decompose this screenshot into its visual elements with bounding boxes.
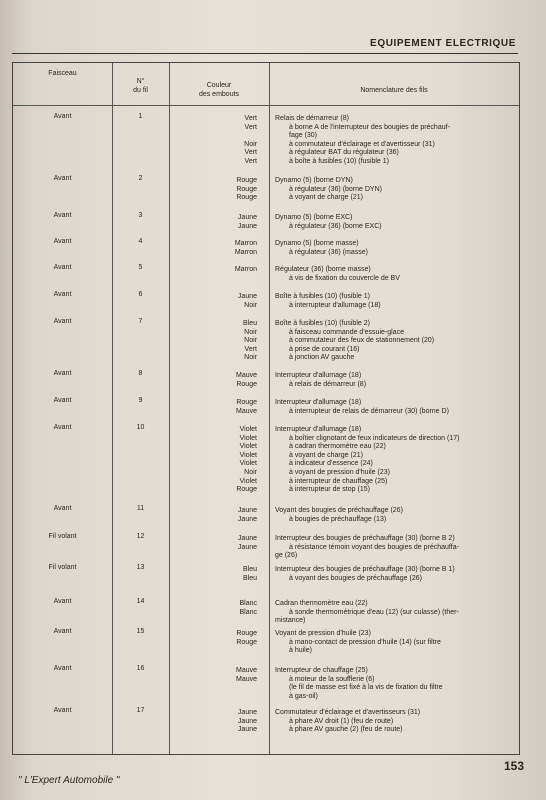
wire-origin: Cadran thermomètre eau (22) <box>275 600 368 607</box>
terminal-color: Rouge <box>236 399 257 406</box>
terminal-color: Jaune <box>237 535 257 542</box>
wire-destination: à bougies de préchauffage (13) <box>289 515 387 523</box>
wire-origin: Dynamo (5) (borne EXC) <box>275 214 353 221</box>
terminal-color: Rouge <box>236 194 257 202</box>
terminal-color: Blanc <box>239 600 257 607</box>
wire-destination: à relais de démarreur (8) <box>289 380 367 388</box>
wire-destination: fage (30) <box>289 132 318 140</box>
wire-destination: à voyant de pression d'huile (23) <box>289 468 390 476</box>
faisceau-cell: Avant <box>53 175 72 182</box>
terminal-color: Marron <box>234 266 257 273</box>
nomenclature-cell <box>275 667 519 701</box>
color-cell <box>169 399 269 416</box>
title-rule <box>12 53 518 54</box>
color-cell <box>169 600 269 617</box>
wire-origin: Boîte à fusibles (10) (fusible 1) <box>275 293 370 300</box>
terminal-color: Bleu <box>242 566 257 573</box>
wire-destination: à boîte à fusibles (10) (fusible 1) <box>289 157 389 165</box>
color-cell <box>169 630 269 647</box>
terminal-color: Jaune <box>237 214 257 221</box>
wire-destination: à régulateur (36) (borne EXC) <box>289 222 382 230</box>
terminal-color: Noir <box>244 140 257 148</box>
wire-destination: à jonction AV gauche <box>289 354 355 362</box>
page-number: 153 <box>503 759 524 773</box>
terminal-color: Mauve <box>235 675 257 683</box>
faisceau-cell: Avant <box>53 505 72 512</box>
column-divider <box>112 63 113 754</box>
wire-origin: Dynamo (5) (borne DYN) <box>275 177 353 184</box>
faisceau-cell: Avant <box>53 291 72 298</box>
header-no-fil <box>112 77 169 95</box>
header-nomenclature: Nomenclature des fils <box>360 87 428 94</box>
faisceau-cell: Avant <box>53 628 72 635</box>
wire-number-cell: 15 <box>136 628 145 635</box>
wire-destination: à huile) <box>289 647 312 655</box>
faisceau-cell: Avant <box>53 397 72 404</box>
header-rule <box>13 105 519 106</box>
nomenclature-cell <box>275 240 519 257</box>
terminal-color: Mauve <box>235 372 257 379</box>
color-cell <box>169 266 269 275</box>
wiring-table <box>12 62 520 755</box>
header-couleur <box>169 81 269 99</box>
nomenclature-cell <box>275 630 519 656</box>
terminal-color: Rouge <box>236 486 257 494</box>
faisceau-cell: Avant <box>53 318 72 325</box>
terminal-color: Rouge <box>236 177 257 184</box>
section-title: EQUIPEMENT ELECTRIQUE <box>370 38 516 49</box>
wire-origin: Commutateur d'éclairage et d'avertisseurs (31) <box>275 709 421 716</box>
terminal-color: Bleu <box>242 574 257 582</box>
color-cell <box>169 240 269 257</box>
wire-destination: à régulateur (36) (borne DYN) <box>289 185 382 193</box>
wire-number-cell: 5 <box>138 264 143 271</box>
nomenclature-cell <box>275 266 519 283</box>
wire-origin: Interrupteur de chauffage (25) <box>275 667 368 674</box>
terminal-color <box>169 132 269 141</box>
terminal-color: Violet <box>239 434 257 442</box>
terminal-color: Noir <box>244 337 257 345</box>
wire-number-cell: 11 <box>136 505 145 512</box>
terminal-color: Jaune <box>237 543 257 551</box>
color-cell <box>169 535 269 552</box>
nomenclature-cell <box>275 535 519 561</box>
wire-origin: Voyant des bougies de préchauffage (26) <box>275 507 403 514</box>
faisceau-cell: Avant <box>53 598 72 605</box>
wire-number-cell: 2 <box>138 175 143 182</box>
wire-origin: Interrupteur des bougies de préchauffage (30) (borne B 1) <box>275 566 455 573</box>
wire-destination: (le fil de masse est fixé à la vis de fixation du filtre <box>289 684 443 692</box>
wire-origin: Interrupteur des bougies de préchauffage (30) (borne B 2) <box>275 535 455 542</box>
wire-number-cell: 10 <box>136 424 145 431</box>
nomenclature-cell <box>275 426 519 495</box>
terminal-color: Jaune <box>237 515 257 523</box>
wire-number-cell: 12 <box>136 533 145 540</box>
color-cell <box>169 177 269 203</box>
wire-number-cell: 8 <box>138 370 143 377</box>
terminal-color: Marron <box>234 240 257 247</box>
column-divider <box>269 63 270 754</box>
nomenclature-cell <box>275 507 519 524</box>
terminal-color: Vert <box>244 345 257 353</box>
nomenclature-cell <box>275 566 519 583</box>
wire-destination: à prise de courant (16) <box>289 345 360 353</box>
color-cell <box>169 115 269 167</box>
faisceau-cell: Fil volant <box>48 533 77 540</box>
wire-destination: à interrupteur de relais de démarreur (30) (borne D) <box>289 407 449 415</box>
wire-number-cell: 13 <box>136 564 145 571</box>
nomenclature-cell <box>275 320 519 363</box>
nomenclature-cell <box>275 399 519 416</box>
terminal-color: Vert <box>244 149 257 157</box>
wire-destination: à voyant de charge (21) <box>289 194 363 202</box>
terminal-color: Rouge <box>236 630 257 637</box>
color-cell <box>169 293 269 310</box>
wire-destination: à régulateur BAT du régulateur (36) <box>289 149 399 157</box>
header-couleur-line2: des embouts <box>198 91 240 98</box>
wire-destination: à mano-contact de pression d'huile (14) (sur filtre <box>289 638 441 646</box>
terminal-color: Violet <box>239 460 257 468</box>
wire-origin: Relais de démarreur (8) <box>275 115 349 122</box>
faisceau-cell: Avant <box>53 424 72 431</box>
wire-origin: ge (26) <box>275 552 298 560</box>
wire-destination: à faisceau commande d'essuie-glace <box>289 328 404 336</box>
nomenclature-cell <box>275 214 519 231</box>
terminal-color: Noir <box>244 354 257 362</box>
wire-origin: Interrupteur d'allumage (18) <box>275 426 362 433</box>
wire-destination: à commutateur des feux de stationnement (20) <box>289 337 435 345</box>
terminal-color: Mauve <box>235 667 257 674</box>
wire-destination: à interrupteur de chauffage (25) <box>289 477 388 485</box>
wire-destination: à cadran thermomètre eau (22) <box>289 443 386 451</box>
nomenclature-cell <box>275 600 519 626</box>
faisceau-cell: Avant <box>53 212 72 219</box>
terminal-color: Blanc <box>239 608 257 616</box>
wire-origin: Interrupteur d'allumage (18) <box>275 372 362 379</box>
terminal-color: Violet <box>239 451 257 459</box>
wire-destination: à gas-oil) <box>289 692 318 700</box>
terminal-color: Noir <box>244 301 257 309</box>
terminal-color: Noir <box>244 468 257 476</box>
wire-origin: Voyant de pression d'huile (23) <box>275 630 371 637</box>
wire-destination: à phare AV droit (1) (feu de route) <box>289 717 394 725</box>
wire-destination: à boîtier clignotant de feux indicateurs de direction (17) <box>289 434 460 442</box>
terminal-color: Noir <box>244 328 257 336</box>
terminal-color: Jaune <box>237 507 257 514</box>
nomenclature-cell <box>275 115 519 167</box>
terminal-color: Bleu <box>242 320 257 327</box>
wire-destination: à indicateur d'essence (24) <box>289 460 373 468</box>
terminal-color: Marron <box>234 248 257 256</box>
wire-number-cell: 14 <box>136 598 145 605</box>
terminal-color: Rouge <box>236 380 257 388</box>
terminal-color: Rouge <box>236 185 257 193</box>
terminal-color: Mauve <box>235 407 257 415</box>
wire-destination: à interrupteur de stop (15) <box>289 486 370 494</box>
header-faisceau: Faisceau <box>48 70 77 77</box>
wire-number-cell: 16 <box>136 665 145 672</box>
terminal-color: Vert <box>244 157 257 165</box>
wire-destination: à commutateur d'éclairage et d'avertisseur (31) <box>289 140 435 148</box>
wire-number-cell: 17 <box>136 707 145 714</box>
nomenclature-cell <box>275 372 519 389</box>
wire-number-cell: 1 <box>138 113 143 120</box>
color-cell <box>169 566 269 583</box>
terminal-color: Jaune <box>237 222 257 230</box>
color-cell <box>169 320 269 363</box>
faisceau-cell: Fil volant <box>48 564 77 571</box>
faisceau-cell: Avant <box>53 264 72 271</box>
terminal-color: Violet <box>239 426 257 433</box>
color-cell <box>169 426 269 495</box>
wire-origin: Boîte à fusibles (10) (fusible 2) <box>275 320 370 327</box>
wire-origin: Régulateur (36) (borne masse) <box>275 266 371 273</box>
wire-destination: à borne A de l'interrupteur des bougies de préchauf- <box>289 123 450 131</box>
publication-name: " L'Expert Automobile " <box>18 775 120 786</box>
color-cell <box>169 709 269 735</box>
terminal-color: Rouge <box>236 638 257 646</box>
header-no-line2: du fil <box>133 87 148 94</box>
terminal-color: Jaune <box>237 717 257 725</box>
header-no-line1: N° <box>136 78 145 85</box>
terminal-color: Jaune <box>237 709 257 716</box>
wire-number-cell: 9 <box>138 397 143 404</box>
wire-destination: à voyant des bougies de préchauffage (26) <box>289 574 422 582</box>
wire-number-cell: 3 <box>138 212 143 219</box>
terminal-color: Jaune <box>237 726 257 734</box>
wire-origin: Dynamo (5) (borne masse) <box>275 240 359 247</box>
terminal-color: Jaune <box>237 293 257 300</box>
wire-number-cell: 7 <box>138 318 143 325</box>
faisceau-cell: Avant <box>53 370 72 377</box>
wire-destination: à phare AV gauche (2) (feu de route) <box>289 726 403 734</box>
header-couleur-line1: Couleur <box>206 82 232 89</box>
nomenclature-cell <box>275 709 519 735</box>
wire-destination: à résistance témoin voyant des bougies de préchauffa- <box>289 543 459 551</box>
wire-destination: à vis de fixation du couvercle de BV <box>289 274 400 282</box>
color-cell <box>169 507 269 524</box>
nomenclature-cell <box>275 293 519 310</box>
faisceau-cell: Avant <box>53 707 72 714</box>
faisceau-cell: Avant <box>53 665 72 672</box>
wire-origin: mistance) <box>275 617 306 625</box>
color-cell <box>169 667 269 684</box>
terminal-color: Violet <box>239 443 257 451</box>
terminal-color: Vert <box>244 115 257 122</box>
faisceau-cell: Avant <box>53 238 72 245</box>
wire-destination: à interrupteur d'allumage (18) <box>289 301 381 309</box>
terminal-color: Violet <box>239 477 257 485</box>
color-cell <box>169 214 269 231</box>
color-cell <box>169 372 269 389</box>
wire-destination: à moteur de la soufflerie (6) <box>289 675 375 683</box>
terminal-color: Vert <box>244 123 257 131</box>
nomenclature-cell <box>275 177 519 203</box>
wire-origin: Interrupteur d'allumage (18) <box>275 399 362 406</box>
wire-destination: à voyant de charge (21) <box>289 451 363 459</box>
wire-number-cell: 6 <box>138 291 143 298</box>
wire-destination: à régulateur (36) (masse) <box>289 248 368 256</box>
wire-number-cell: 4 <box>138 238 143 245</box>
wire-destination: à sonde thermométrique d'eau (12) (sur culasse) (ther- <box>289 608 459 616</box>
faisceau-cell: Avant <box>53 113 72 120</box>
